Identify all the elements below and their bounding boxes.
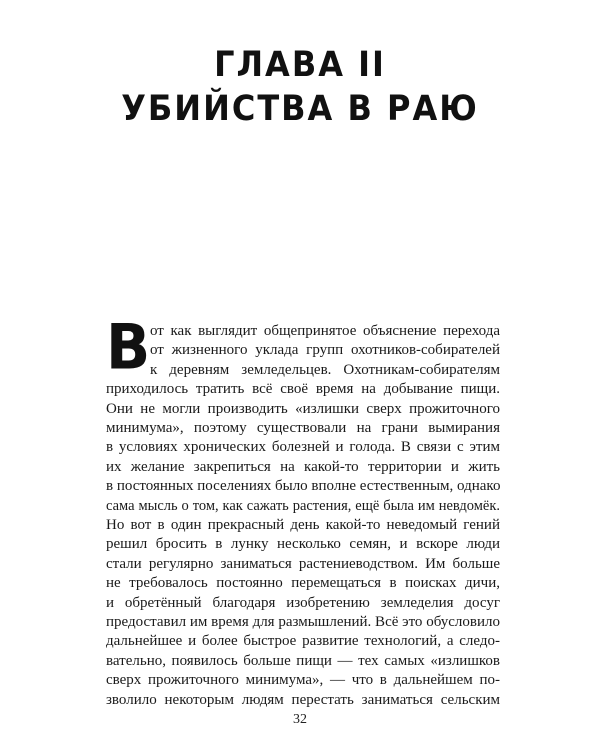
- body-text-line: вательно, появилось больше пищи — тех самых «излишков: [106, 652, 500, 669]
- body-text-line: Но вот в один прекрасный день какой-то неведомый гений: [106, 517, 500, 533]
- body-text-line: их желание закрепиться на какой-то территории и жить: [106, 458, 500, 475]
- body-text-line: и обретённый благодаря изобретению земледелия досуг: [106, 594, 500, 611]
- body-text-line: стали регулярно заниматься растениеводством. Им больше: [106, 555, 500, 572]
- body-text-line: решил бросить в лунку несколько семян, и вскоре люди: [106, 536, 500, 553]
- body-text-line: Они не могли производить «излишки сверх прожиточного: [106, 400, 500, 417]
- chapter-heading: [0, 42, 600, 130]
- body-text-line: не требовалось постоянно перемещаться в поисках дичи,: [106, 575, 500, 592]
- body-text-line: сама мысль о том, как сажать растения, ещё была им невдомёк.: [106, 497, 500, 514]
- body-text-line: зволило некоторым людям перестать заниматься сельским: [106, 691, 500, 708]
- chapter-number: ГЛАВА II: [214, 43, 386, 85]
- page-number: 32: [293, 712, 307, 727]
- drop-cap-letter: В: [106, 310, 151, 384]
- chapter-title: УБИЙСТВА В РАЮ: [121, 87, 479, 129]
- body-text-line: в постоянных поселениях было вполне естественным, однако: [106, 478, 501, 495]
- body-text-line: к деревням земледельцев. Охотникам-собирателям: [150, 361, 500, 378]
- body-text-line: от жизненного уклада групп охотников-собирателей: [150, 342, 500, 359]
- body-text-line: минимума», поэтому существовали на грани вымирания: [106, 420, 500, 436]
- body-text-line: сверх прожиточного минимума», — что в дальнейшем по-: [106, 672, 500, 689]
- body-text-line: от как выглядит общепринятое объяснение перехода: [150, 323, 500, 339]
- body-text-line: приходилось тратить всё своё время на добывание пищи.: [106, 381, 500, 398]
- body-text-line: дальнейшее и более быстрое развитие технологий, а следо-: [106, 633, 500, 650]
- body-text-line: в условиях хронических болезней и голода. В связи с этим: [106, 439, 500, 456]
- body-text-line: предоставил им время для размышлений. Всё это обусловило: [106, 614, 500, 630]
